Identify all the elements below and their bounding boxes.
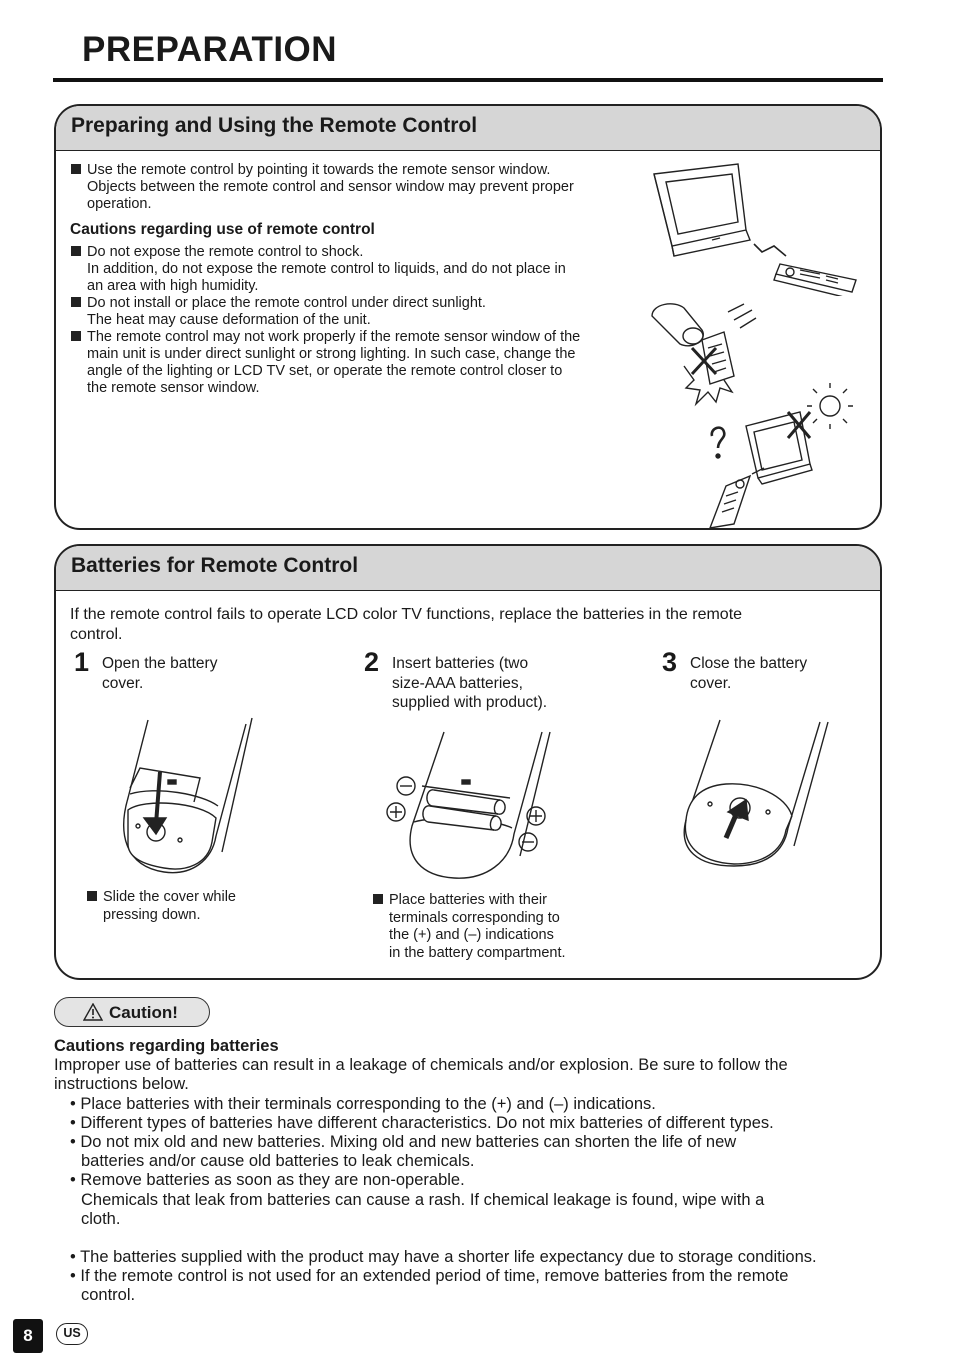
step-2-note-line: in the battery compartment. [389, 944, 566, 961]
step-1-note [87, 889, 273, 924]
caution-item-line: angle of the lighting or LCD TV set, or operate the remote control closer to [87, 363, 563, 379]
step-2-text [392, 654, 547, 713]
caution-item-line: Do not expose the remote control to shock. [87, 244, 364, 260]
caution-body [54, 1037, 894, 1306]
caution-label: Caution! [109, 1003, 178, 1022]
remote-control-panel-header [56, 106, 880, 151]
battery-heading: Batteries for Remote Control [71, 554, 359, 577]
caution-heading: Cautions regarding batteries [54, 1037, 279, 1055]
step-2-number: 2 [364, 647, 380, 677]
step-2-line: supplied with product). [392, 694, 548, 711]
step-2-line: Insert batteries (two [392, 655, 529, 672]
caution-spacer [54, 1229, 894, 1248]
caution-item-line: Do not install or place the remote control under direct sunlight. [87, 295, 486, 311]
battery-intro-line: If the remote control fails to operate LCD color TV functions, replace the batteries in the remote [70, 606, 743, 623]
insert-batteries-illustration [382, 726, 562, 886]
caution-item-line: an area with high humidity. [87, 278, 259, 294]
open-cover-illustration [116, 714, 266, 880]
battery-intro-line: control. [70, 625, 123, 643]
remote-intro-line: Objects between the remote control and sensor window may prevent proper [87, 179, 574, 195]
step-1-note-line: Slide the cover while [103, 889, 236, 905]
sunlight-tv-illustration [696, 382, 856, 528]
battery-panel-header [56, 546, 880, 591]
caution-bullet-line: cloth. [81, 1209, 121, 1228]
caution-bullet-line: Remove batteries as soon as they are non-operable. [80, 1171, 465, 1190]
remote-intro [71, 162, 631, 213]
caution-intro-line: instructions below. [54, 1075, 189, 1094]
caution-bullet-line: Different types of batteries have different characteristics. Do not mix batteries of different types. [80, 1113, 774, 1132]
caution-bullet: • Different types of batteries have different characteristics. Do not mix batteries of different types. [70, 1113, 774, 1132]
step-2-note-line: terminals corresponding to [389, 909, 560, 926]
step-3-text [690, 654, 807, 693]
caution-item-line: the remote sensor window. [87, 380, 260, 396]
caution-bullet-line: The batteries supplied with the product may have a shorter life expectancy due to storage conditions. [80, 1248, 817, 1267]
caution-item-line: In addition, do not expose the remote control to liquids, and do not place in [87, 261, 566, 277]
caution-badge [54, 997, 210, 1027]
battery-panel [54, 544, 882, 980]
caution-bullet: • Do not mix old and new batteries. Mixing old and new batteries can shorten the life of new [70, 1133, 737, 1152]
step-3-line: cover. [690, 674, 732, 692]
page-title: PREPARATION [82, 30, 338, 69]
bullet-square-icon [71, 246, 81, 256]
bullet-square-icon [373, 894, 383, 904]
caution-item-line: The heat may cause deformation of the unit. [87, 312, 371, 328]
remote-control-heading: Preparing and Using the Remote Control [71, 114, 478, 137]
step-3-line: Close the battery [690, 655, 808, 672]
title-rule [53, 78, 883, 82]
close-cover-illustration [676, 716, 836, 876]
caution-item-line: The remote control may not work properly if the remote sensor window of the [87, 329, 581, 345]
caution-bullet: • Remove batteries as soon as they are non-operable. [70, 1171, 465, 1190]
caution-bullet: • If the remote control is not used for an extended period of time, remove batteries from the remote [70, 1267, 789, 1286]
caution-intro-line: Improper use of batteries can result in a leakage of chemicals and/or explosion. Be sure to follow the [54, 1056, 788, 1075]
caution-bullet-line: Chemicals that leak from batteries can cause a rash. If chemical leakage is found, wipe with a [81, 1190, 765, 1209]
step-2-note-line: the (+) and (–) indications [389, 927, 554, 943]
remote-intro-line: Use the remote control by pointing it towards the remote sensor window. [87, 162, 551, 178]
bullet-square-icon [71, 331, 81, 341]
battery-intro [70, 605, 860, 644]
caution-bullet: • Place batteries with their terminals corresponding to the (+) and (–) indications. [70, 1094, 656, 1113]
step-2-line: size-AAA batteries, [392, 674, 523, 692]
tv-and-remote-illustration [646, 160, 866, 296]
bullet-square-icon [71, 164, 81, 174]
bullet-square-icon [71, 297, 81, 307]
remote-cautions-list [71, 244, 631, 397]
remote-cautions-heading: Cautions regarding use of remote control [70, 221, 375, 238]
step-1-line: cover. [102, 674, 144, 692]
remote-control-panel [54, 104, 882, 530]
caution-bullet-line: Do not mix old and new batteries. Mixing old and new batteries can shorten the life of new [80, 1133, 737, 1152]
step-1-number: 1 [74, 647, 90, 677]
step-3-number: 3 [662, 647, 678, 677]
step-1-line: Open the battery [102, 655, 218, 672]
remote-intro-line: operation. [87, 196, 152, 212]
warning-triangle-icon [83, 1003, 103, 1021]
region-mark: US [56, 1323, 88, 1345]
caution-item-line: main unit is under direct sunlight or strong lighting. In such case, change the [87, 346, 576, 362]
step-2-note-line: Place batteries with their [389, 892, 547, 908]
step-2-note [373, 892, 609, 962]
caution-bullet-line: batteries and/or cause old batteries to leak chemicals. [81, 1152, 475, 1171]
page-number: 8 [13, 1319, 43, 1353]
caution-bullet-line: If the remote control is not used for an extended period of time, remove batteries from the remote [80, 1267, 789, 1286]
caution-bullet: • The batteries supplied with the product may have a shorter life expectancy due to storage conditions. [70, 1248, 817, 1267]
caution-bullet-line: control. [81, 1286, 136, 1305]
bullet-square-icon [87, 891, 97, 901]
caution-bullet-line: Place batteries with their terminals corresponding to the (+) and (–) indications. [80, 1094, 656, 1113]
step-1-note-line: pressing down. [103, 906, 201, 923]
step-1-text [102, 654, 217, 693]
